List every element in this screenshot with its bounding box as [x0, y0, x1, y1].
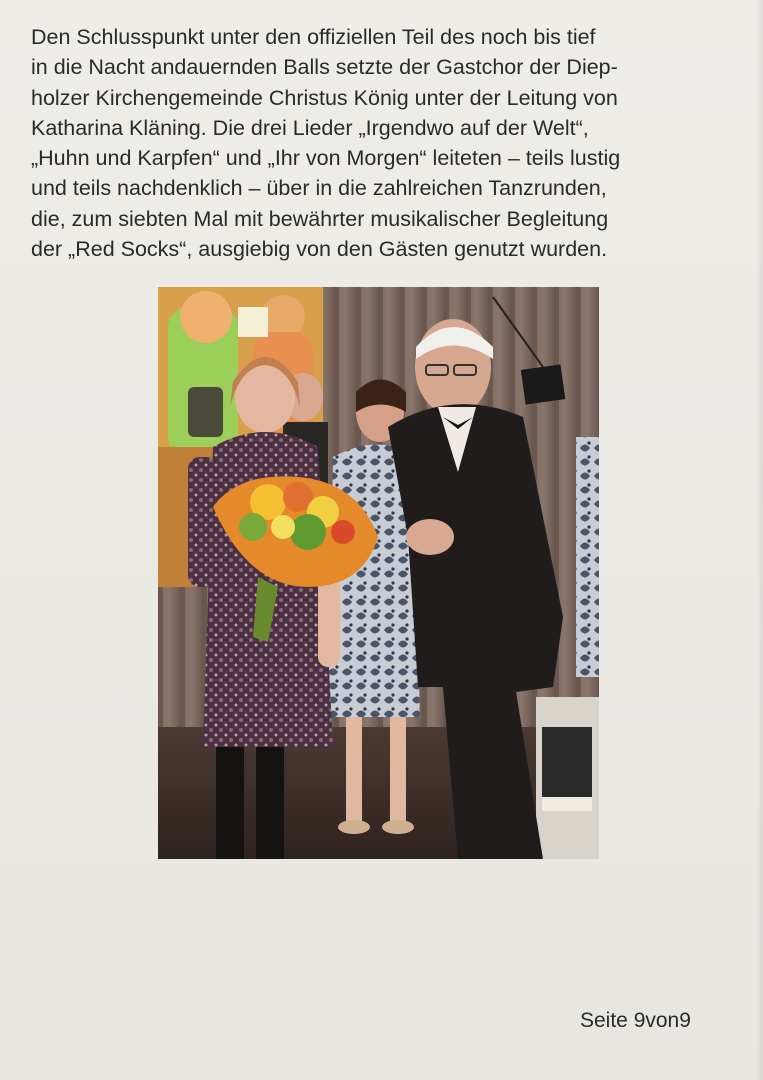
- event-photo: [158, 287, 599, 859]
- text-line: Den Schlusspunkt unter den offiziellen Teil des noch bis tief: [31, 25, 596, 49]
- text-line: der „Red Socks“, ausgiebig von den Gästen genutzt wurden.: [31, 237, 608, 262]
- text-line: und teils nachdenklich – über in die zahlreichen Tanzrunden,: [31, 176, 607, 201]
- text-line: Katharina Kläning. Die drei Lieder „Irgendwo auf der Welt“,: [31, 115, 589, 140]
- text-line: in die Nacht andauernden Balls setzte der Gastchor der Diep-: [31, 55, 618, 80]
- text-line: „Huhn und Karpfen“ und „Ihr von Morgen“ leiteten – teils lustig: [31, 146, 621, 171]
- text-line: die, zum siebten Mal mit bewährter musikalischer Begleitung: [31, 206, 609, 231]
- text-line: holzer Kirchengemeinde Christus König unter der Leitung von: [31, 85, 618, 110]
- article-paragraph: [31, 22, 741, 264]
- page-number: Seite 9von9: [580, 1009, 691, 1032]
